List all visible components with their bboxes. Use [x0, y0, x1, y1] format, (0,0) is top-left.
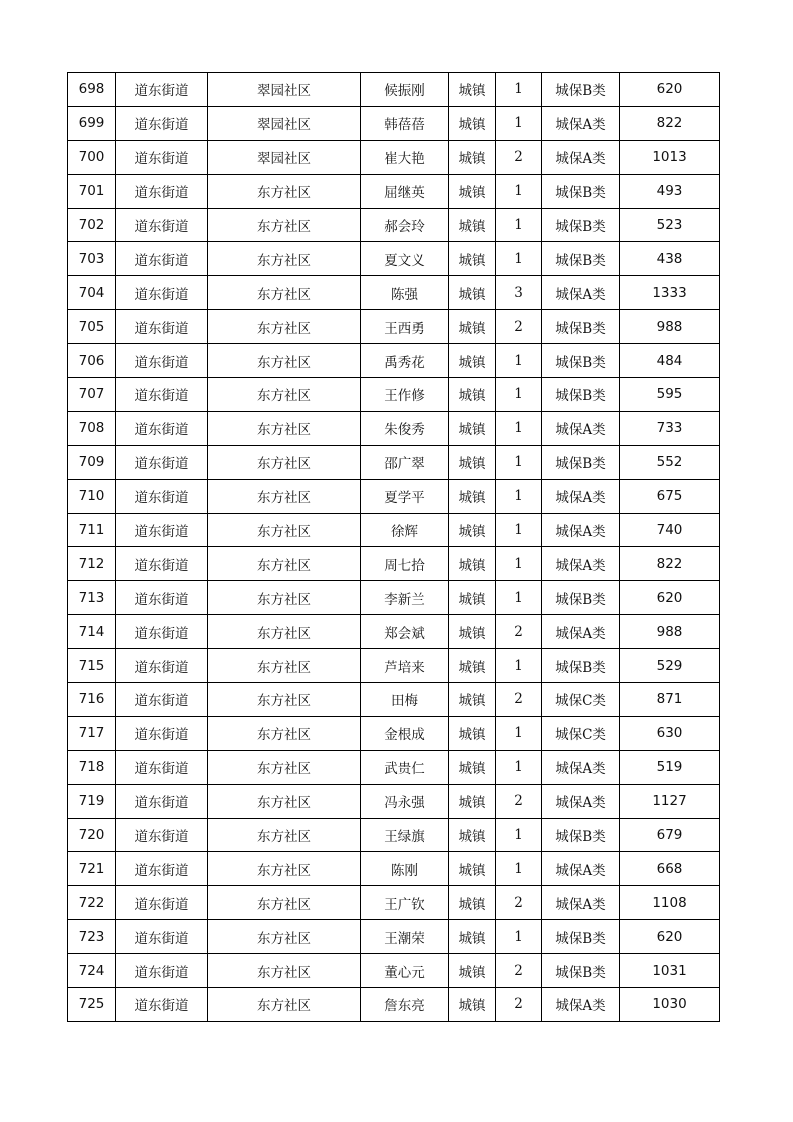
- roster-body: [68, 73, 720, 1022]
- street-cell: 道东街道: [116, 208, 208, 242]
- street-cell: 道东街道: [116, 920, 208, 954]
- community-cell: 东方社区: [208, 954, 361, 988]
- category-cell: 城保A类: [542, 513, 620, 547]
- table-row: [68, 683, 720, 717]
- household-count-cell: 1: [496, 852, 542, 886]
- table-row: [68, 818, 720, 852]
- name-cell: 郑会斌: [361, 615, 449, 649]
- household-count-cell: 2: [496, 954, 542, 988]
- name-cell: 王西勇: [361, 310, 449, 344]
- street-cell: 道东街道: [116, 886, 208, 920]
- area-type-cell: 城镇: [449, 310, 496, 344]
- name-cell: 詹东亮: [361, 988, 449, 1022]
- household-count-cell: 1: [496, 174, 542, 208]
- community-cell: 东方社区: [208, 683, 361, 717]
- amount-cell: 733: [620, 411, 720, 445]
- community-cell: 东方社区: [208, 649, 361, 683]
- table-row: [68, 344, 720, 378]
- area-type-cell: 城镇: [449, 106, 496, 140]
- row-number-cell: 721: [68, 852, 116, 886]
- street-cell: 道东街道: [116, 615, 208, 649]
- community-cell: 东方社区: [208, 818, 361, 852]
- name-cell: 朱俊秀: [361, 411, 449, 445]
- area-type-cell: 城镇: [449, 73, 496, 107]
- community-cell: 翠园社区: [208, 140, 361, 174]
- street-cell: 道东街道: [116, 716, 208, 750]
- row-number-cell: 702: [68, 208, 116, 242]
- row-number-cell: 718: [68, 750, 116, 784]
- area-type-cell: 城镇: [449, 174, 496, 208]
- community-cell: 东方社区: [208, 988, 361, 1022]
- category-cell: 城保A类: [542, 886, 620, 920]
- area-type-cell: 城镇: [449, 547, 496, 581]
- category-cell: 城保A类: [542, 140, 620, 174]
- row-number-cell: 698: [68, 73, 116, 107]
- household-count-cell: 1: [496, 649, 542, 683]
- amount-cell: 620: [620, 73, 720, 107]
- amount-cell: 493: [620, 174, 720, 208]
- row-number-cell: 714: [68, 615, 116, 649]
- street-cell: 道东街道: [116, 683, 208, 717]
- amount-cell: 1031: [620, 954, 720, 988]
- row-number-cell: 699: [68, 106, 116, 140]
- name-cell: 王绿旗: [361, 818, 449, 852]
- amount-cell: 679: [620, 818, 720, 852]
- community-cell: 翠园社区: [208, 106, 361, 140]
- street-cell: 道东街道: [116, 479, 208, 513]
- category-cell: 城保A类: [542, 276, 620, 310]
- name-cell: 夏学平: [361, 479, 449, 513]
- community-cell: 东方社区: [208, 344, 361, 378]
- name-cell: 郝会玲: [361, 208, 449, 242]
- table-row: [68, 988, 720, 1022]
- amount-cell: 988: [620, 310, 720, 344]
- row-number-cell: 708: [68, 411, 116, 445]
- amount-cell: 519: [620, 750, 720, 784]
- name-cell: 邵广翠: [361, 445, 449, 479]
- household-count-cell: 1: [496, 445, 542, 479]
- household-count-cell: 2: [496, 310, 542, 344]
- amount-cell: 822: [620, 106, 720, 140]
- amount-cell: 1013: [620, 140, 720, 174]
- community-cell: 东方社区: [208, 174, 361, 208]
- table-row: [68, 784, 720, 818]
- table-row: [68, 649, 720, 683]
- name-cell: 武贵仁: [361, 750, 449, 784]
- table-row: [68, 106, 720, 140]
- street-cell: 道东街道: [116, 174, 208, 208]
- name-cell: 李新兰: [361, 581, 449, 615]
- name-cell: 禹秀花: [361, 344, 449, 378]
- household-count-cell: 1: [496, 750, 542, 784]
- table-row: [68, 310, 720, 344]
- household-count-cell: 1: [496, 513, 542, 547]
- area-type-cell: 城镇: [449, 411, 496, 445]
- row-number-cell: 713: [68, 581, 116, 615]
- area-type-cell: 城镇: [449, 649, 496, 683]
- amount-cell: 740: [620, 513, 720, 547]
- area-type-cell: 城镇: [449, 954, 496, 988]
- area-type-cell: 城镇: [449, 886, 496, 920]
- row-number-cell: 722: [68, 886, 116, 920]
- household-count-cell: 1: [496, 818, 542, 852]
- community-cell: 东方社区: [208, 920, 361, 954]
- household-count-cell: 1: [496, 581, 542, 615]
- assistance-roster-table: [67, 72, 720, 1022]
- area-type-cell: 城镇: [449, 581, 496, 615]
- area-type-cell: 城镇: [449, 988, 496, 1022]
- street-cell: 道东街道: [116, 818, 208, 852]
- area-type-cell: 城镇: [449, 276, 496, 310]
- amount-cell: 871: [620, 683, 720, 717]
- amount-cell: 1030: [620, 988, 720, 1022]
- name-cell: 王广钦: [361, 886, 449, 920]
- row-number-cell: 700: [68, 140, 116, 174]
- household-count-cell: 1: [496, 344, 542, 378]
- category-cell: 城保B类: [542, 378, 620, 412]
- category-cell: 城保A类: [542, 411, 620, 445]
- category-cell: 城保B类: [542, 920, 620, 954]
- community-cell: 东方社区: [208, 784, 361, 818]
- household-count-cell: 2: [496, 683, 542, 717]
- category-cell: 城保A类: [542, 479, 620, 513]
- household-count-cell: 1: [496, 547, 542, 581]
- area-type-cell: 城镇: [449, 750, 496, 784]
- amount-cell: 1333: [620, 276, 720, 310]
- row-number-cell: 725: [68, 988, 116, 1022]
- name-cell: 王潮荣: [361, 920, 449, 954]
- household-count-cell: 1: [496, 716, 542, 750]
- name-cell: 陈强: [361, 276, 449, 310]
- name-cell: 芦培来: [361, 649, 449, 683]
- amount-cell: 484: [620, 344, 720, 378]
- community-cell: 东方社区: [208, 276, 361, 310]
- row-number-cell: 703: [68, 242, 116, 276]
- category-cell: 城保B类: [542, 310, 620, 344]
- area-type-cell: 城镇: [449, 378, 496, 412]
- table-row: [68, 411, 720, 445]
- amount-cell: 620: [620, 920, 720, 954]
- household-count-cell: 2: [496, 988, 542, 1022]
- street-cell: 道东街道: [116, 649, 208, 683]
- table-row: [68, 140, 720, 174]
- household-count-cell: 1: [496, 242, 542, 276]
- table-row: [68, 750, 720, 784]
- street-cell: 道东街道: [116, 411, 208, 445]
- area-type-cell: 城镇: [449, 479, 496, 513]
- amount-cell: 1127: [620, 784, 720, 818]
- household-count-cell: 1: [496, 73, 542, 107]
- area-type-cell: 城镇: [449, 445, 496, 479]
- table-row: [68, 378, 720, 412]
- area-type-cell: 城镇: [449, 615, 496, 649]
- amount-cell: 595: [620, 378, 720, 412]
- category-cell: 城保B类: [542, 649, 620, 683]
- row-number-cell: 706: [68, 344, 116, 378]
- table-row: [68, 73, 720, 107]
- table-row: [68, 276, 720, 310]
- category-cell: 城保B类: [542, 344, 620, 378]
- category-cell: 城保B类: [542, 242, 620, 276]
- name-cell: 候振刚: [361, 73, 449, 107]
- row-number-cell: 712: [68, 547, 116, 581]
- category-cell: 城保A类: [542, 106, 620, 140]
- amount-cell: 438: [620, 242, 720, 276]
- street-cell: 道东街道: [116, 445, 208, 479]
- street-cell: 道东街道: [116, 106, 208, 140]
- category-cell: 城保B类: [542, 174, 620, 208]
- table-row: [68, 581, 720, 615]
- table-row: [68, 174, 720, 208]
- household-count-cell: 2: [496, 886, 542, 920]
- community-cell: 翠园社区: [208, 73, 361, 107]
- community-cell: 东方社区: [208, 615, 361, 649]
- name-cell: 夏文义: [361, 242, 449, 276]
- name-cell: 周七拾: [361, 547, 449, 581]
- name-cell: 冯永强: [361, 784, 449, 818]
- street-cell: 道东街道: [116, 954, 208, 988]
- community-cell: 东方社区: [208, 581, 361, 615]
- category-cell: 城保A类: [542, 784, 620, 818]
- street-cell: 道东街道: [116, 784, 208, 818]
- household-count-cell: 2: [496, 784, 542, 818]
- area-type-cell: 城镇: [449, 344, 496, 378]
- name-cell: 金根成: [361, 716, 449, 750]
- community-cell: 东方社区: [208, 208, 361, 242]
- category-cell: 城保B类: [542, 818, 620, 852]
- community-cell: 东方社区: [208, 378, 361, 412]
- street-cell: 道东街道: [116, 344, 208, 378]
- table-row: [68, 479, 720, 513]
- row-number-cell: 704: [68, 276, 116, 310]
- amount-cell: 1108: [620, 886, 720, 920]
- amount-cell: 620: [620, 581, 720, 615]
- amount-cell: 523: [620, 208, 720, 242]
- amount-cell: 529: [620, 649, 720, 683]
- table-row: [68, 615, 720, 649]
- area-type-cell: 城镇: [449, 716, 496, 750]
- row-number-cell: 716: [68, 683, 116, 717]
- category-cell: 城保C类: [542, 683, 620, 717]
- household-count-cell: 2: [496, 140, 542, 174]
- community-cell: 东方社区: [208, 310, 361, 344]
- category-cell: 城保A类: [542, 750, 620, 784]
- row-number-cell: 707: [68, 378, 116, 412]
- street-cell: 道东街道: [116, 513, 208, 547]
- area-type-cell: 城镇: [449, 208, 496, 242]
- household-count-cell: 2: [496, 615, 542, 649]
- category-cell: 城保B类: [542, 954, 620, 988]
- name-cell: 陈刚: [361, 852, 449, 886]
- row-number-cell: 720: [68, 818, 116, 852]
- household-count-cell: 1: [496, 411, 542, 445]
- household-count-cell: 1: [496, 208, 542, 242]
- area-type-cell: 城镇: [449, 852, 496, 886]
- amount-cell: 988: [620, 615, 720, 649]
- street-cell: 道东街道: [116, 988, 208, 1022]
- community-cell: 东方社区: [208, 886, 361, 920]
- household-count-cell: 1: [496, 920, 542, 954]
- table-row: [68, 852, 720, 886]
- table-row: [68, 716, 720, 750]
- table-row: [68, 920, 720, 954]
- community-cell: 东方社区: [208, 445, 361, 479]
- community-cell: 东方社区: [208, 513, 361, 547]
- row-number-cell: 724: [68, 954, 116, 988]
- row-number-cell: 719: [68, 784, 116, 818]
- household-count-cell: 1: [496, 479, 542, 513]
- amount-cell: 675: [620, 479, 720, 513]
- area-type-cell: 城镇: [449, 513, 496, 547]
- household-count-cell: 1: [496, 378, 542, 412]
- row-number-cell: 717: [68, 716, 116, 750]
- row-number-cell: 715: [68, 649, 116, 683]
- area-type-cell: 城镇: [449, 683, 496, 717]
- community-cell: 东方社区: [208, 852, 361, 886]
- street-cell: 道东街道: [116, 547, 208, 581]
- community-cell: 东方社区: [208, 411, 361, 445]
- category-cell: 城保A类: [542, 852, 620, 886]
- household-count-cell: 1: [496, 106, 542, 140]
- community-cell: 东方社区: [208, 750, 361, 784]
- street-cell: 道东街道: [116, 581, 208, 615]
- row-number-cell: 710: [68, 479, 116, 513]
- table-row: [68, 513, 720, 547]
- table-row: [68, 954, 720, 988]
- amount-cell: 630: [620, 716, 720, 750]
- table-row: [68, 547, 720, 581]
- community-cell: 东方社区: [208, 716, 361, 750]
- street-cell: 道东街道: [116, 242, 208, 276]
- name-cell: 崔大艳: [361, 140, 449, 174]
- row-number-cell: 705: [68, 310, 116, 344]
- table-row: [68, 242, 720, 276]
- category-cell: 城保B类: [542, 581, 620, 615]
- category-cell: 城保A类: [542, 547, 620, 581]
- category-cell: 城保A类: [542, 615, 620, 649]
- name-cell: 韩蓓蓓: [361, 106, 449, 140]
- community-cell: 东方社区: [208, 547, 361, 581]
- row-number-cell: 701: [68, 174, 116, 208]
- area-type-cell: 城镇: [449, 784, 496, 818]
- name-cell: 王作修: [361, 378, 449, 412]
- row-number-cell: 711: [68, 513, 116, 547]
- amount-cell: 668: [620, 852, 720, 886]
- row-number-cell: 723: [68, 920, 116, 954]
- area-type-cell: 城镇: [449, 818, 496, 852]
- community-cell: 东方社区: [208, 242, 361, 276]
- household-count-cell: 3: [496, 276, 542, 310]
- name-cell: 董心元: [361, 954, 449, 988]
- table-row: [68, 445, 720, 479]
- amount-cell: 552: [620, 445, 720, 479]
- street-cell: 道东街道: [116, 378, 208, 412]
- category-cell: 城保A类: [542, 988, 620, 1022]
- street-cell: 道东街道: [116, 140, 208, 174]
- street-cell: 道东街道: [116, 852, 208, 886]
- category-cell: 城保C类: [542, 716, 620, 750]
- table-row: [68, 886, 720, 920]
- street-cell: 道东街道: [116, 73, 208, 107]
- name-cell: 徐辉: [361, 513, 449, 547]
- street-cell: 道东街道: [116, 276, 208, 310]
- community-cell: 东方社区: [208, 479, 361, 513]
- category-cell: 城保B类: [542, 445, 620, 479]
- category-cell: 城保B类: [542, 208, 620, 242]
- area-type-cell: 城镇: [449, 920, 496, 954]
- row-number-cell: 709: [68, 445, 116, 479]
- area-type-cell: 城镇: [449, 140, 496, 174]
- amount-cell: 822: [620, 547, 720, 581]
- category-cell: 城保B类: [542, 73, 620, 107]
- name-cell: 屈继英: [361, 174, 449, 208]
- street-cell: 道东街道: [116, 750, 208, 784]
- table-row: [68, 208, 720, 242]
- street-cell: 道东街道: [116, 310, 208, 344]
- area-type-cell: 城镇: [449, 242, 496, 276]
- name-cell: 田梅: [361, 683, 449, 717]
